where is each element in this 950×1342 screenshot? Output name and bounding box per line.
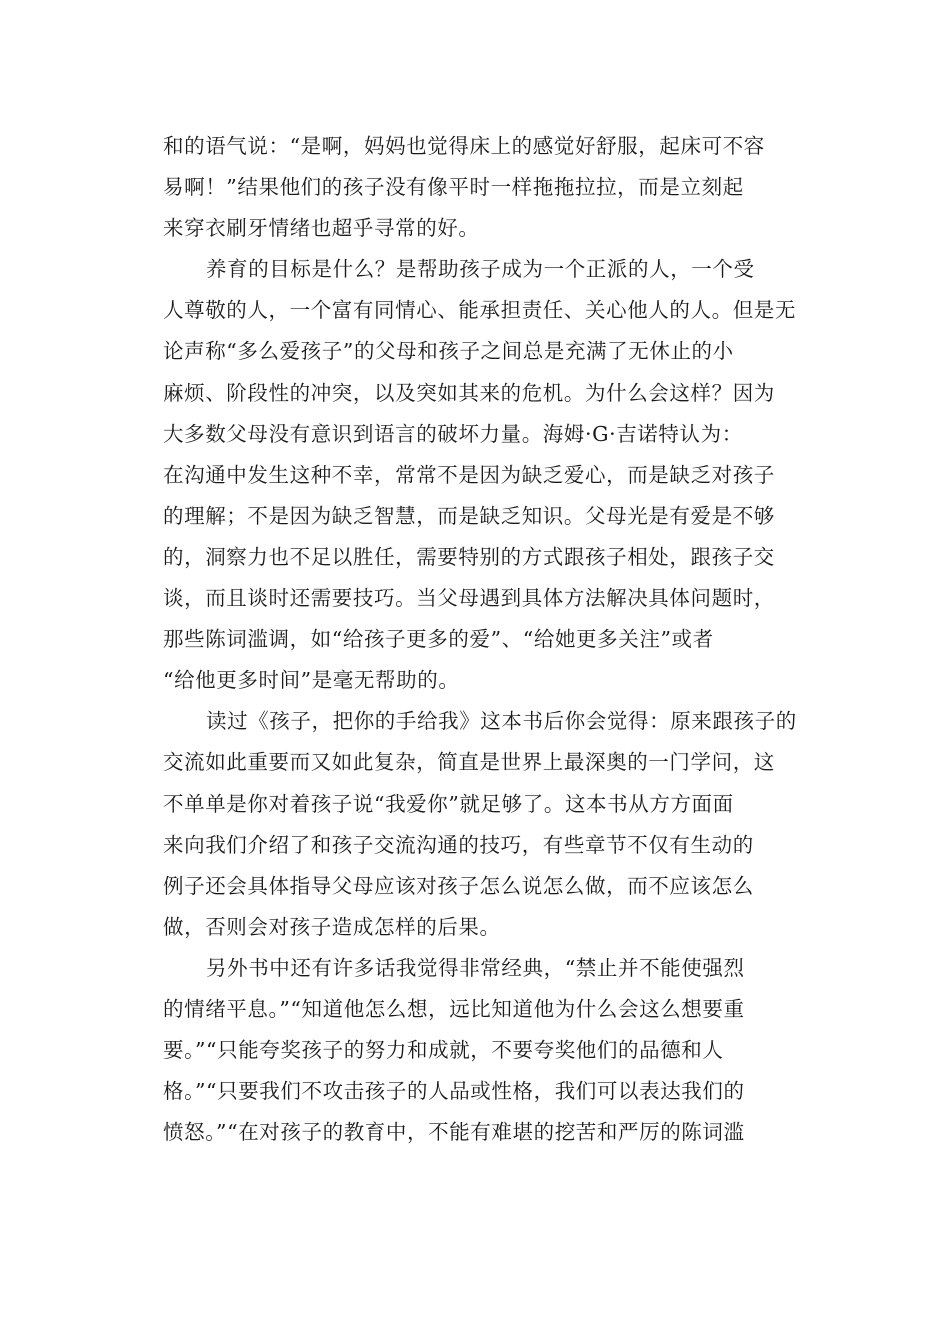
text-line: 来穿衣刷牙情绪也超乎寻常的好。 [163,216,480,241]
text-line: 格。”“只要我们不攻击孩子的人品或性格，我们可以表达我们的 [163,1079,745,1104]
text-line: 要。”“只能夸奖孩子的努力和成就，不要夸奖他们的品德和人 [163,1038,724,1063]
paragraph-start-line: 另外书中还有许多话我觉得非常经典，“禁止并不能使强烈 [206,955,745,980]
text-line: 做，否则会对孩子造成怎样的后果。 [163,914,501,939]
text-line: 的理解；不是因为缺乏智慧，而是缺乏知识。父母光是有爱是不够 [163,503,775,528]
text-line: 人尊敬的人，一个富有同情心、能承担责任、关心他人的人。但是无 [163,298,796,323]
paragraph-start-line: 读过《孩子，把你的手给我》这本书后你会觉得：原来跟孩子的 [206,709,797,734]
body-text [163,126,797,1153]
text-line: “给他更多时间”是毫无帮助的。 [163,668,460,693]
text-line: 麻烦、阶段性的冲突，以及突如其来的危机。为什么会这样？因为 [163,380,775,405]
text-line: 来向我们介绍了和孩子交流沟通的技巧，有些章节不仅有生动的 [163,832,754,857]
text-line: 在沟通中发生这种不幸，常常不是因为缺乏爱心，而是缺乏对孩子 [163,462,775,487]
text-line: 交流如此重要而又如此复杂，简直是世界上最深奥的一门学问，这 [163,750,775,775]
text-line: 的，洞察力也不足以胜任，需要特别的方式跟孩子相处，跟孩子交 [163,544,775,569]
text-line: 不单单是你对着孩子说“我爱你”就足够了。这本书从方方面面 [163,791,734,816]
text-line: 谈，而且谈时还需要技巧。当父母遇到具体方法解决具体问题时， [163,586,775,611]
text-line: 愤怒。”“在对孩子的教育中，不能有难堪的挖苦和严厉的陈词滥 [163,1120,745,1145]
text-line: 的情绪平息。”“知道他怎么想，远比知道他为什么会这么想要重 [163,996,745,1021]
text-line: 论声称“多么爱孩子”的父母和孩子之间总是充满了无休止的小 [163,339,734,364]
paragraph-start-line: 养育的目标是什么？是帮助孩子成为一个正派的人，一个受 [206,257,755,282]
text-line: 大多数父母没有意识到语言的破坏力量。海姆·G·吉诺特认为： [163,421,743,446]
text-line: 易啊！”结果他们的孩子没有像平时一样拖拖拉拉，而是立刻起 [163,175,744,200]
text-line: 和的语气说：“是啊，妈妈也觉得床上的感觉好舒服，起床可不容 [163,134,765,158]
text-line: 例子还会具体指导父母应该对孩子怎么说怎么做，而不应该怎么 [163,873,754,898]
text-line: 那些陈词滥调，如“给孩子更多的爱”、“给她更多关注”或者 [163,627,714,652]
